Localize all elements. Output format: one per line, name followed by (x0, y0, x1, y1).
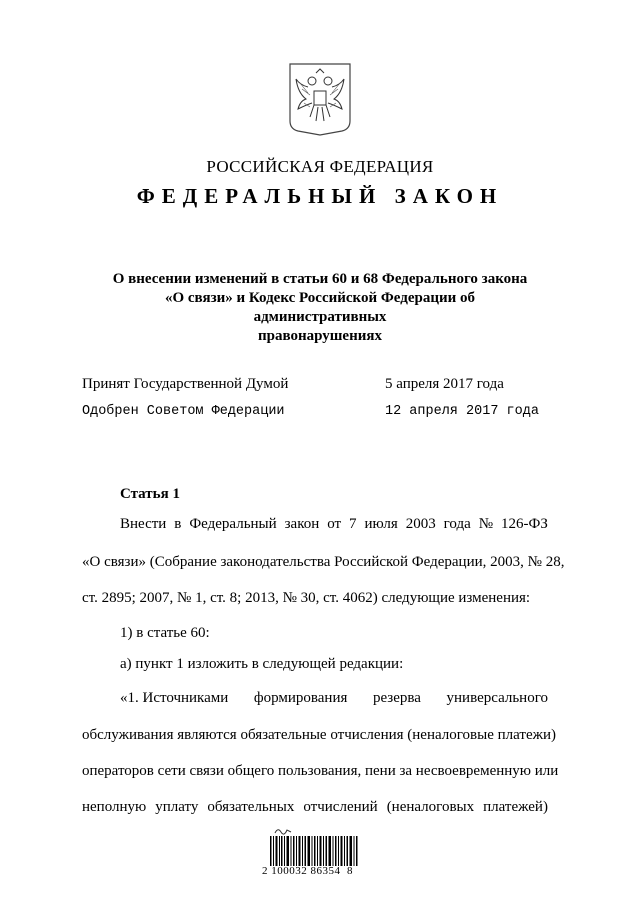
law-title (110, 270, 530, 346)
word: уплату (155, 799, 199, 815)
article-heading: Статья 1 (120, 486, 180, 502)
word: резерва (372, 690, 421, 706)
word: в (174, 516, 182, 532)
list-item: 1) в статье 60: (120, 625, 210, 641)
duma-adoption-label: Принят Государственной Думой (82, 376, 289, 392)
word: универсального (446, 690, 548, 706)
word: (неналоговых (386, 799, 475, 815)
word: неполную (82, 799, 147, 815)
paragraph-line: «О связи» (Собрание законодательства Российской Федерации, 2003, № 28, (82, 554, 565, 570)
paragraph-line (120, 516, 548, 533)
word: 126-ФЗ (501, 516, 548, 532)
document-type-heading: ФЕДЕРАЛЬНЫЙ ЗАКОН (136, 184, 504, 208)
word: года (443, 516, 471, 532)
word: отчислений (303, 799, 378, 815)
word: июля (364, 516, 398, 532)
word: закон (284, 516, 320, 532)
word: 2003 (405, 516, 436, 532)
quote-line (120, 690, 548, 707)
coat-of-arms-emblem (288, 63, 352, 136)
word: «1. Источниками (120, 690, 229, 706)
barcode-number: 2 100032 86354 8 (262, 865, 353, 877)
signature-mark (274, 826, 292, 836)
word: платежей) (483, 799, 548, 815)
council-approval-label: Одобрен Советом Федерации (82, 404, 285, 419)
law-title-line: правонарушениях (258, 328, 382, 344)
list-item: а) пункт 1 изложить в следующей редакции: (120, 656, 404, 672)
law-title-line: О внесении изменений в статьи 60 и 68 Федерального закона (112, 271, 528, 287)
word: формирования (253, 690, 348, 706)
duma-adoption-date: 5 апреля 2017 года (385, 376, 504, 392)
quote-line: операторов сети связи общего пользования, пени за несвоевременную или (82, 763, 559, 779)
paragraph-line: ст. 2895; 2007, № 1, ст. 8; 2013, № 30, ст. 4062) следующие изменения: (82, 590, 531, 606)
word: от (327, 516, 342, 532)
word: 7 (349, 516, 357, 532)
council-approval-date: 12 апреля 2017 года (385, 404, 539, 419)
quote-line (82, 799, 548, 816)
word: обязательных (207, 799, 295, 815)
country-heading: РОССИЙСКАЯ ФЕДЕРАЦИЯ (206, 157, 434, 176)
word: Внести (120, 516, 167, 532)
word: Федеральный (189, 516, 277, 532)
law-title-line: «О связи» и Кодекс Российской Федерации об административных (164, 290, 476, 325)
word: № (478, 516, 494, 532)
quote-line: обслуживания являются обязательные отчисления (неналоговые платежи) (82, 727, 556, 743)
